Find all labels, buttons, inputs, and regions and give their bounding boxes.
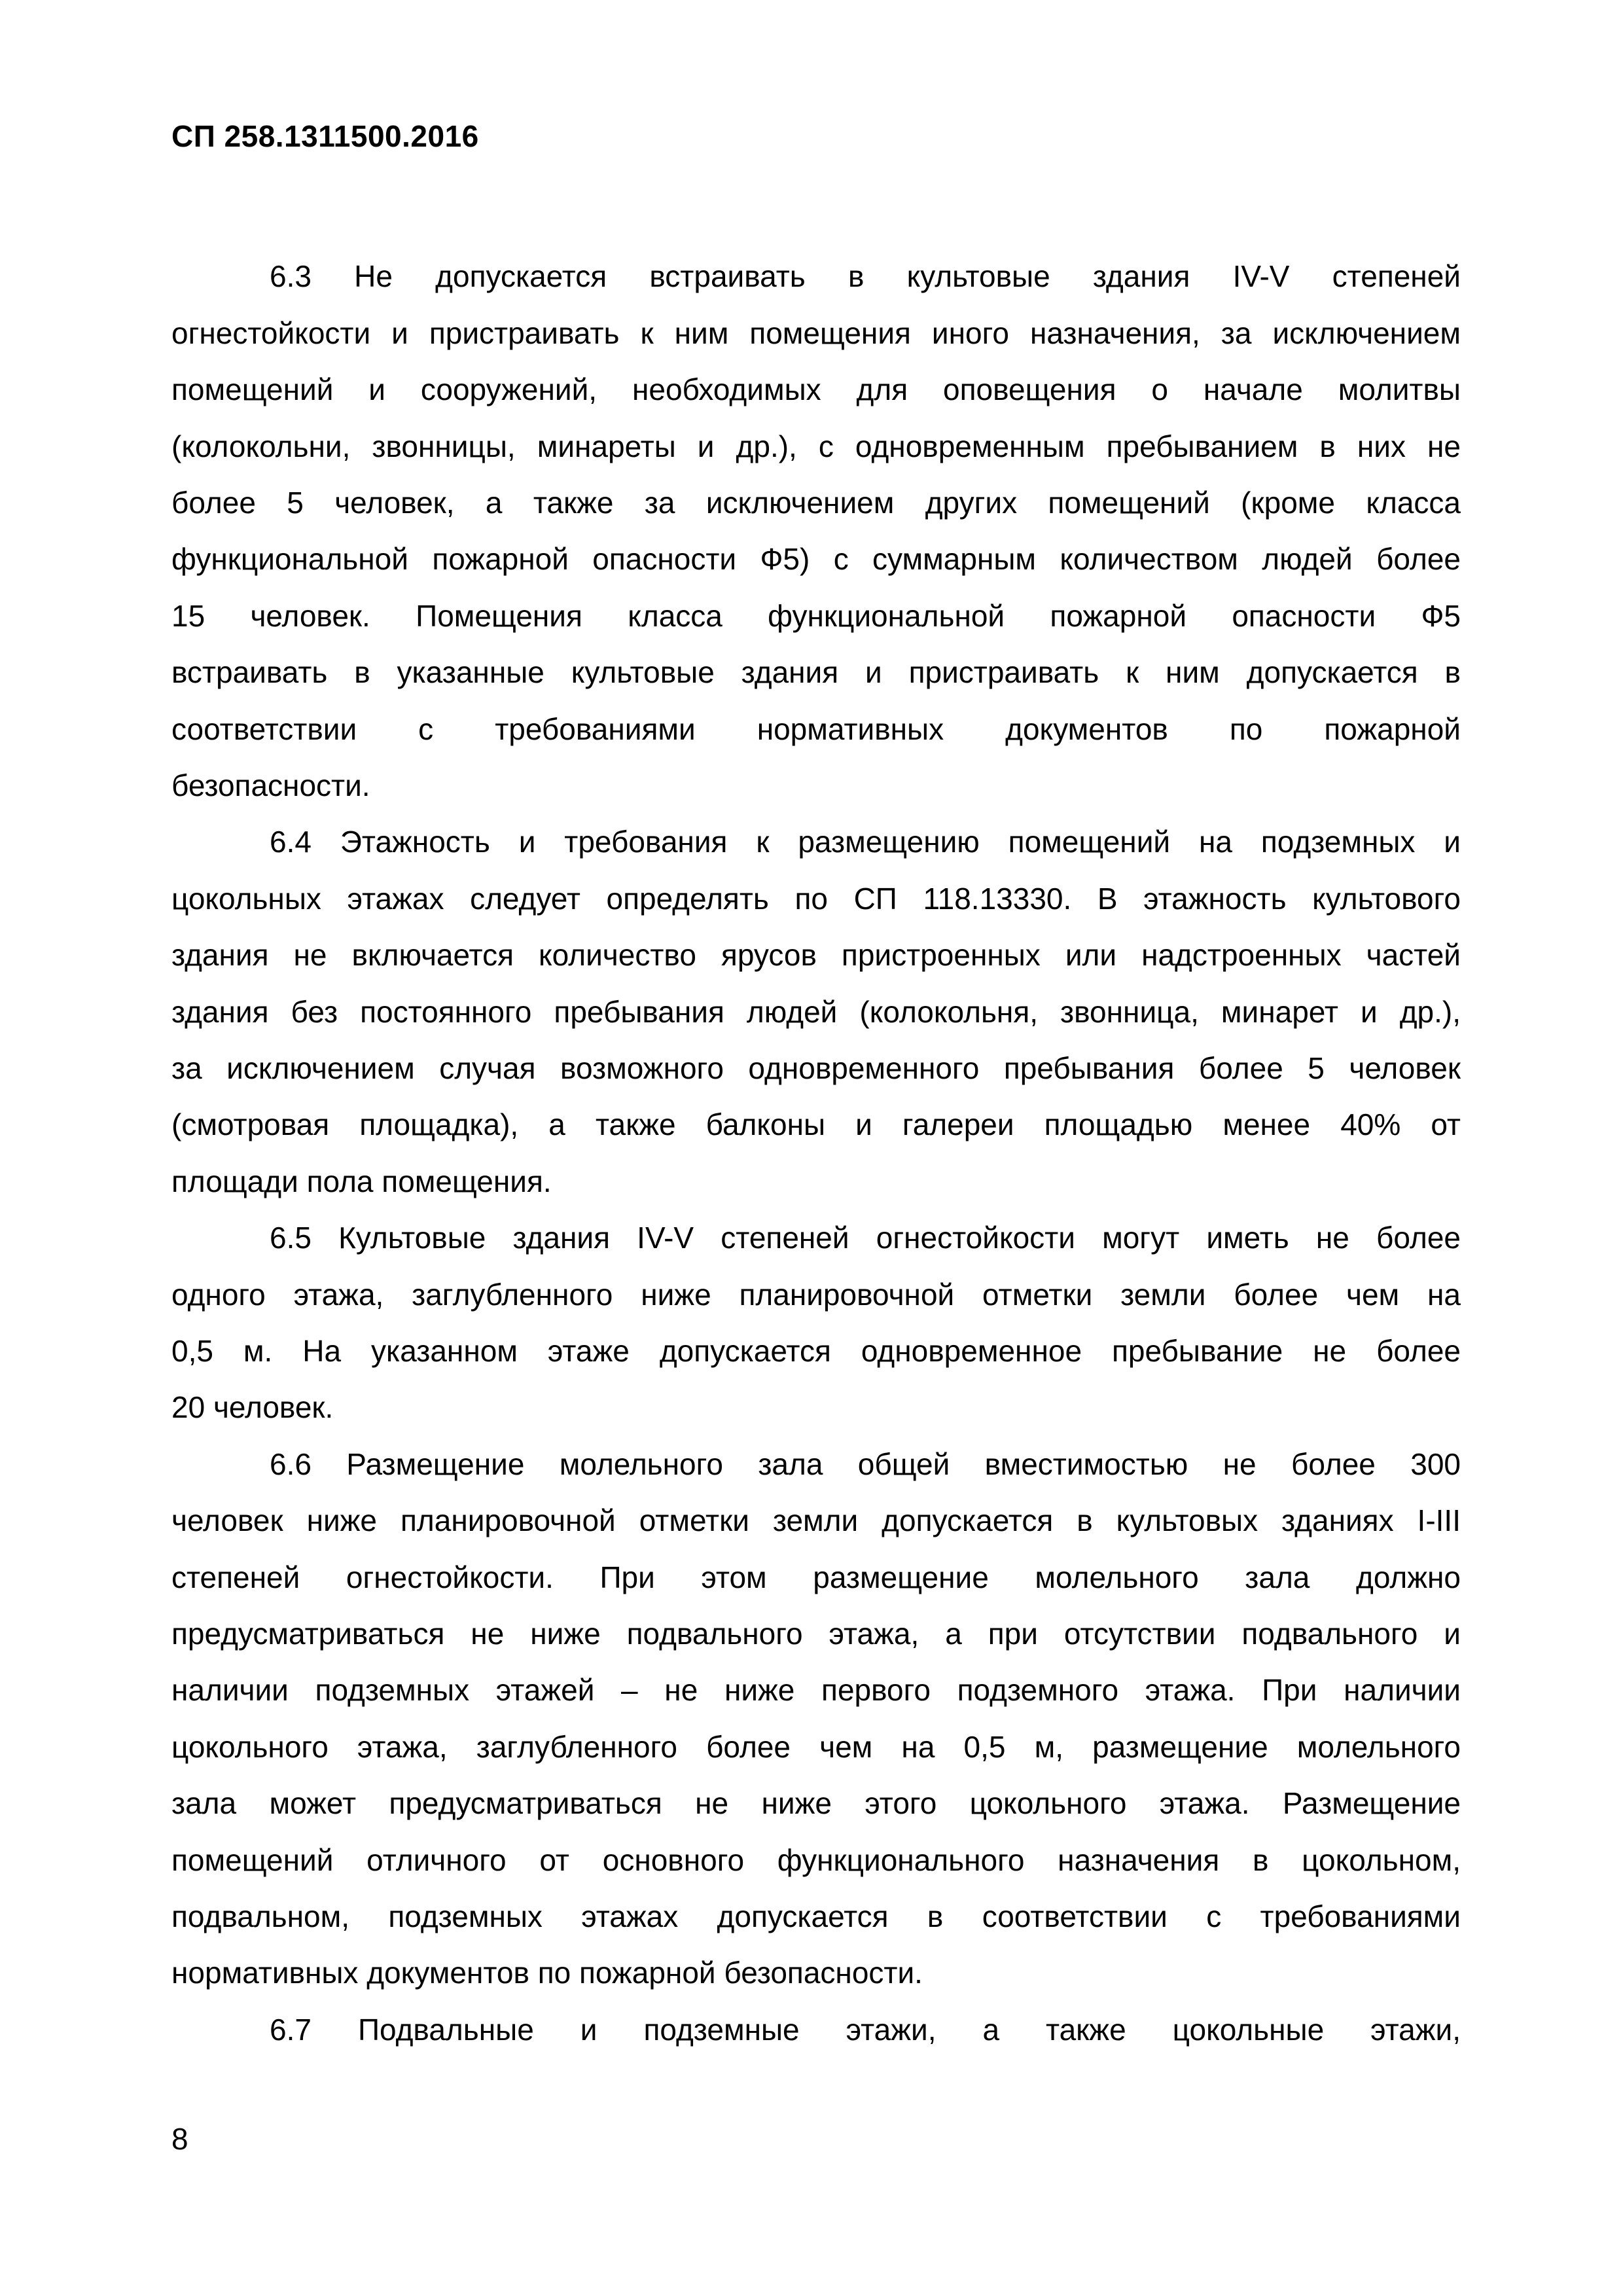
text-line: степеней огнестойкости. При этом размещение молельного зала должно bbox=[171, 1560, 1461, 1594]
page-number: 8 bbox=[171, 2122, 188, 2156]
text-line: зала может предусматриваться не ниже этого цокольного этажа. Размещение bbox=[171, 1786, 1461, 1820]
text-line: помещений отличного от основного функционального назначения в цокольном, bbox=[171, 1843, 1461, 1877]
text-line: одного этажа, заглубленного ниже планировочной отметки земли более чем на bbox=[171, 1278, 1461, 1312]
text-line: безопасности. bbox=[171, 768, 370, 802]
text-line: 6.7 Подвальные и подземные этажи, а также цокольные этажи, bbox=[270, 2013, 1461, 2047]
text-line: площади пола помещения. bbox=[171, 1164, 552, 1198]
text-line: (колокольни, звонницы, минареты и др.), с одновременным пребыванием в них не bbox=[171, 429, 1461, 463]
text-line: наличии подземных этажей – не ниже первого подземного этажа. При наличии bbox=[171, 1673, 1461, 1707]
text-line: нормативных документов по пожарной безопасности. bbox=[171, 1956, 923, 1990]
text-line: более 5 человек, а также за исключением других помещений (кроме класса bbox=[171, 486, 1461, 520]
text-line: 0,5 м. На указанном этаже допускается одновременное пребывание не более bbox=[171, 1334, 1461, 1368]
text-line: 6.6 Размещение молельного зала общей вместимостью не более 300 bbox=[270, 1447, 1461, 1481]
text-line: подвальном, подземных этажах допускается в соответствии с требованиями bbox=[171, 1899, 1461, 1933]
text-line: 20 человек. bbox=[171, 1390, 334, 1424]
text-line: 6.4 Этажность и требования к размещению помещений на подземных и bbox=[270, 825, 1461, 859]
text-line: здания без постоянного пребывания людей (колокольня, звонница, минарет и др.), bbox=[171, 995, 1461, 1029]
text-line: 6.5 Культовые здания IV-V степеней огнестойкости могут иметь не более bbox=[270, 1221, 1461, 1255]
text-line: функциональной пожарной опасности Ф5) с суммарным количеством людей более bbox=[171, 542, 1461, 576]
text-line: помещений и сооружений, необходимых для оповещения о начале молитвы bbox=[171, 372, 1461, 406]
text-line: 15 человек. Помещения класса функциональной пожарной опасности Ф5 bbox=[171, 599, 1461, 633]
text-line: встраивать в указанные культовые здания и пристраивать к ним допускается в bbox=[171, 655, 1461, 689]
text-line: цокольного этажа, заглубленного более чем на 0,5 м, размещение молельного bbox=[171, 1730, 1461, 1764]
text-line: соответствии с требованиями нормативных документов по пожарной bbox=[171, 712, 1461, 746]
text-line: цокольных этажах следует определять по СП 118.13330. В этажность культового bbox=[171, 882, 1461, 916]
text-line: за исключением случая возможного одновременного пребывания более 5 человек bbox=[171, 1051, 1461, 1085]
text-line: (смотровая площадка), а также балконы и галереи площадью менее 40% от bbox=[171, 1107, 1461, 1141]
text-line: огнестойкости и пристраивать к ним помещения иного назначения, за исключением bbox=[171, 316, 1461, 350]
text-line: человек ниже планировочной отметки земли допускается в культовых зданиях I-III bbox=[171, 1503, 1461, 1537]
text-line: предусматриваться не ниже подвального этажа, а при отсутствии подвального и bbox=[171, 1617, 1461, 1651]
document-code-header: СП 258.1311500.2016 bbox=[171, 119, 479, 153]
text-line: 6.3 Не допускается встраивать в культовые здания IV-V степеней bbox=[270, 259, 1461, 293]
text-line: здания не включается количество ярусов пристроенных или надстроенных частей bbox=[171, 938, 1461, 972]
